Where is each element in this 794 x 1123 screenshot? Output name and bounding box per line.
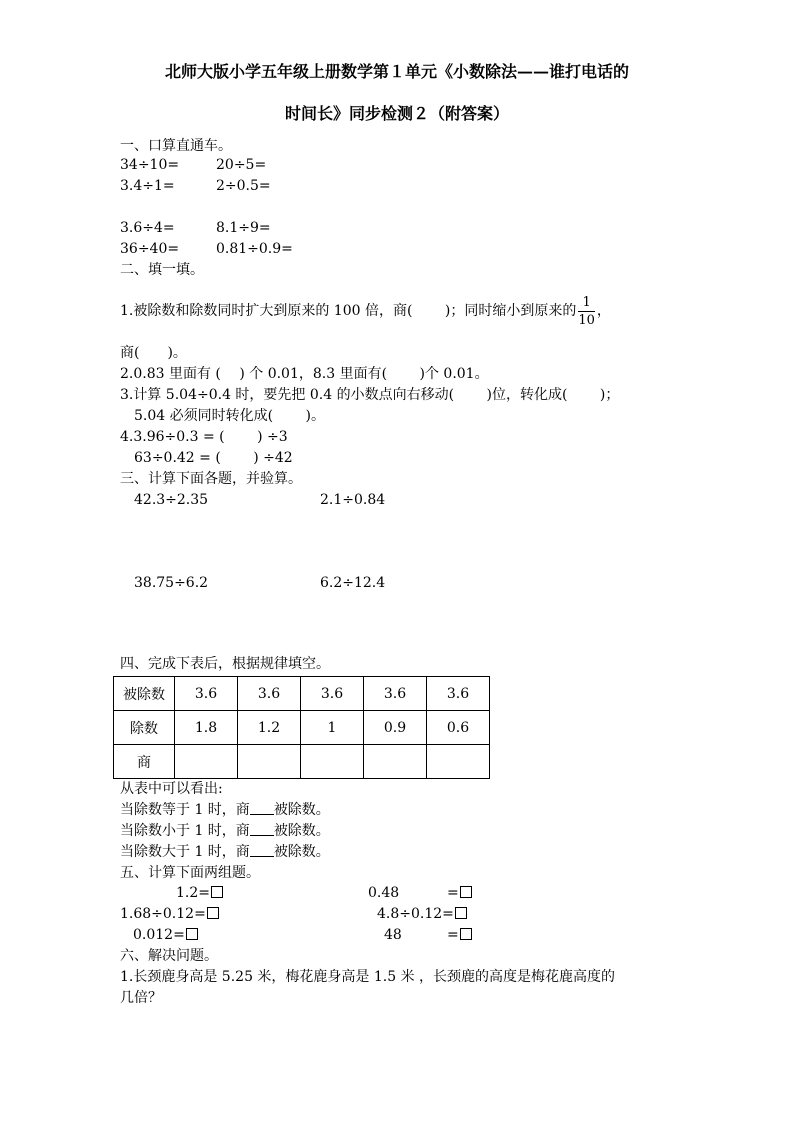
calc-item: 38.75÷6.2 [134, 575, 209, 591]
fill-question-4-cont: 63÷0.42 = ( ) ÷42 [134, 450, 293, 466]
expr: 1.68÷0.12= [120, 906, 206, 922]
page-subtitle: 时间长》同步检测２（附答案） [284, 104, 509, 123]
expr: = [447, 927, 459, 943]
group-b-item [447, 928, 472, 942]
table-cell-blank [175, 745, 238, 779]
oral-item: 3.4÷1= [120, 178, 175, 194]
table-cell: 3.6 [175, 677, 238, 711]
fill-question-1 [120, 293, 611, 329]
fraction-numerator: 1 [578, 296, 595, 312]
table-cell: 1.2 [238, 711, 301, 745]
problem-1: 1.长颈鹿身高是 5.25 米，梅花鹿身高是 1.5 米 ，长颈鹿的高度是梅花鹿高度的 [120, 969, 616, 985]
rule-text: 当除数小于 1 时，商 [120, 823, 250, 839]
rule-line [120, 824, 330, 838]
answer-box [211, 886, 223, 898]
group-b-item [447, 886, 472, 900]
fill-question-2: 2.0.83 里面有 ( ) 个 0.01，8.3 里面有( )个 0.01。 [120, 366, 489, 382]
fraction [578, 296, 595, 327]
answer-box [460, 886, 472, 898]
section-2-heading: 二、填一填。 [120, 262, 204, 278]
observe-text: 从表中可以看出: [120, 781, 223, 797]
oral-item: 34÷10= [120, 157, 180, 173]
problem-1-cont: 几倍？ [120, 990, 162, 1006]
table-row [114, 745, 490, 779]
row-label-divisor: 除数 [114, 711, 175, 745]
table-cell-blank [427, 745, 490, 779]
group-b-expr: 48 [384, 927, 402, 943]
oral-item: 3.6÷4= [120, 220, 175, 236]
blank-line [250, 813, 274, 815]
table-cell-blank [301, 745, 364, 779]
fraction-denominator: 10 [578, 312, 595, 328]
group-b-item [377, 907, 467, 921]
fill-question-4: 4.3.96÷0.3 = ( ) ÷3 [120, 429, 288, 445]
table-cell: 0.6 [427, 711, 490, 745]
page-title: 北师大版小学五年级上册数学第１单元《小数除法——谁打电话的 [164, 62, 629, 81]
table-cell: 1 [301, 711, 364, 745]
answer-box [207, 907, 219, 919]
section-5-heading: 五、计算下面两组题。 [120, 865, 260, 881]
table-cell: 3.6 [364, 677, 427, 711]
table-cell: 0.9 [364, 711, 427, 745]
rule-text: 被除数。 [273, 844, 330, 860]
rule-line [120, 845, 330, 859]
expr: 1.2= [176, 885, 210, 901]
oral-item: 36÷40= [120, 241, 180, 257]
section-6-heading: 六、解决问题。 [120, 948, 218, 964]
expr: 0.012= [133, 927, 185, 943]
section-1-heading: 一、口算直通车。 [120, 138, 232, 154]
expr: 4.8÷0.12= [377, 906, 454, 922]
answer-box [455, 907, 467, 919]
quotient-table [113, 676, 490, 779]
table-cell-blank [238, 745, 301, 779]
row-label-quotient: 商 [114, 745, 175, 779]
oral-item: 8.1÷9= [216, 220, 271, 236]
rule-text: 当除数大于 1 时，商 [120, 844, 250, 860]
expr: = [447, 885, 459, 901]
fill-question-1-cont: 商( )。 [120, 345, 187, 361]
fill-question-1-text: 1.被除数和除数同时扩大到原来的 100 倍，商( )；同时缩小到原来的 [120, 303, 577, 319]
rule-text: 当除数等于 1 时，商 [120, 802, 250, 818]
blank-line [250, 855, 274, 857]
calc-item: 6.2÷12.4 [320, 575, 386, 591]
group-a-item [120, 907, 219, 921]
section-4-heading: 四、完成下表后，根据规律填空。 [120, 656, 330, 672]
calc-item: 42.3÷2.35 [134, 492, 209, 508]
answer-box [460, 928, 472, 940]
comma: ， [596, 303, 611, 319]
table-cell: 3.6 [238, 677, 301, 711]
oral-item: 20÷5= [216, 157, 267, 173]
table-row [114, 677, 490, 711]
table-cell: 3.6 [301, 677, 364, 711]
table-cell-blank [364, 745, 427, 779]
calc-item: 2.1÷0.84 [320, 492, 386, 508]
table-cell: 1.8 [175, 711, 238, 745]
group-a-item [133, 928, 198, 942]
rule-text: 被除数。 [273, 823, 330, 839]
section-3-heading: 三、计算下面各题，并验算。 [120, 471, 302, 487]
oral-item: 2÷0.5= [216, 178, 271, 194]
group-a-item [176, 886, 223, 900]
oral-item: 0.81÷0.9= [216, 241, 293, 257]
row-label-dividend: 被除数 [114, 677, 175, 711]
rule-text: 被除数。 [273, 802, 330, 818]
rule-line [120, 803, 330, 817]
fill-question-3-cont: 5.04 必须同时转化成( )。 [134, 408, 325, 424]
table-row [114, 711, 490, 745]
table-cell: 3.6 [427, 677, 490, 711]
fill-question-3: 3.计算 5.04÷0.4 时，要先把 0.4 的小数点向右移动( )位，转化成( )； [120, 387, 620, 403]
answer-box [186, 928, 198, 940]
group-b-expr: 0.48 [368, 885, 400, 901]
blank-line [250, 834, 274, 836]
